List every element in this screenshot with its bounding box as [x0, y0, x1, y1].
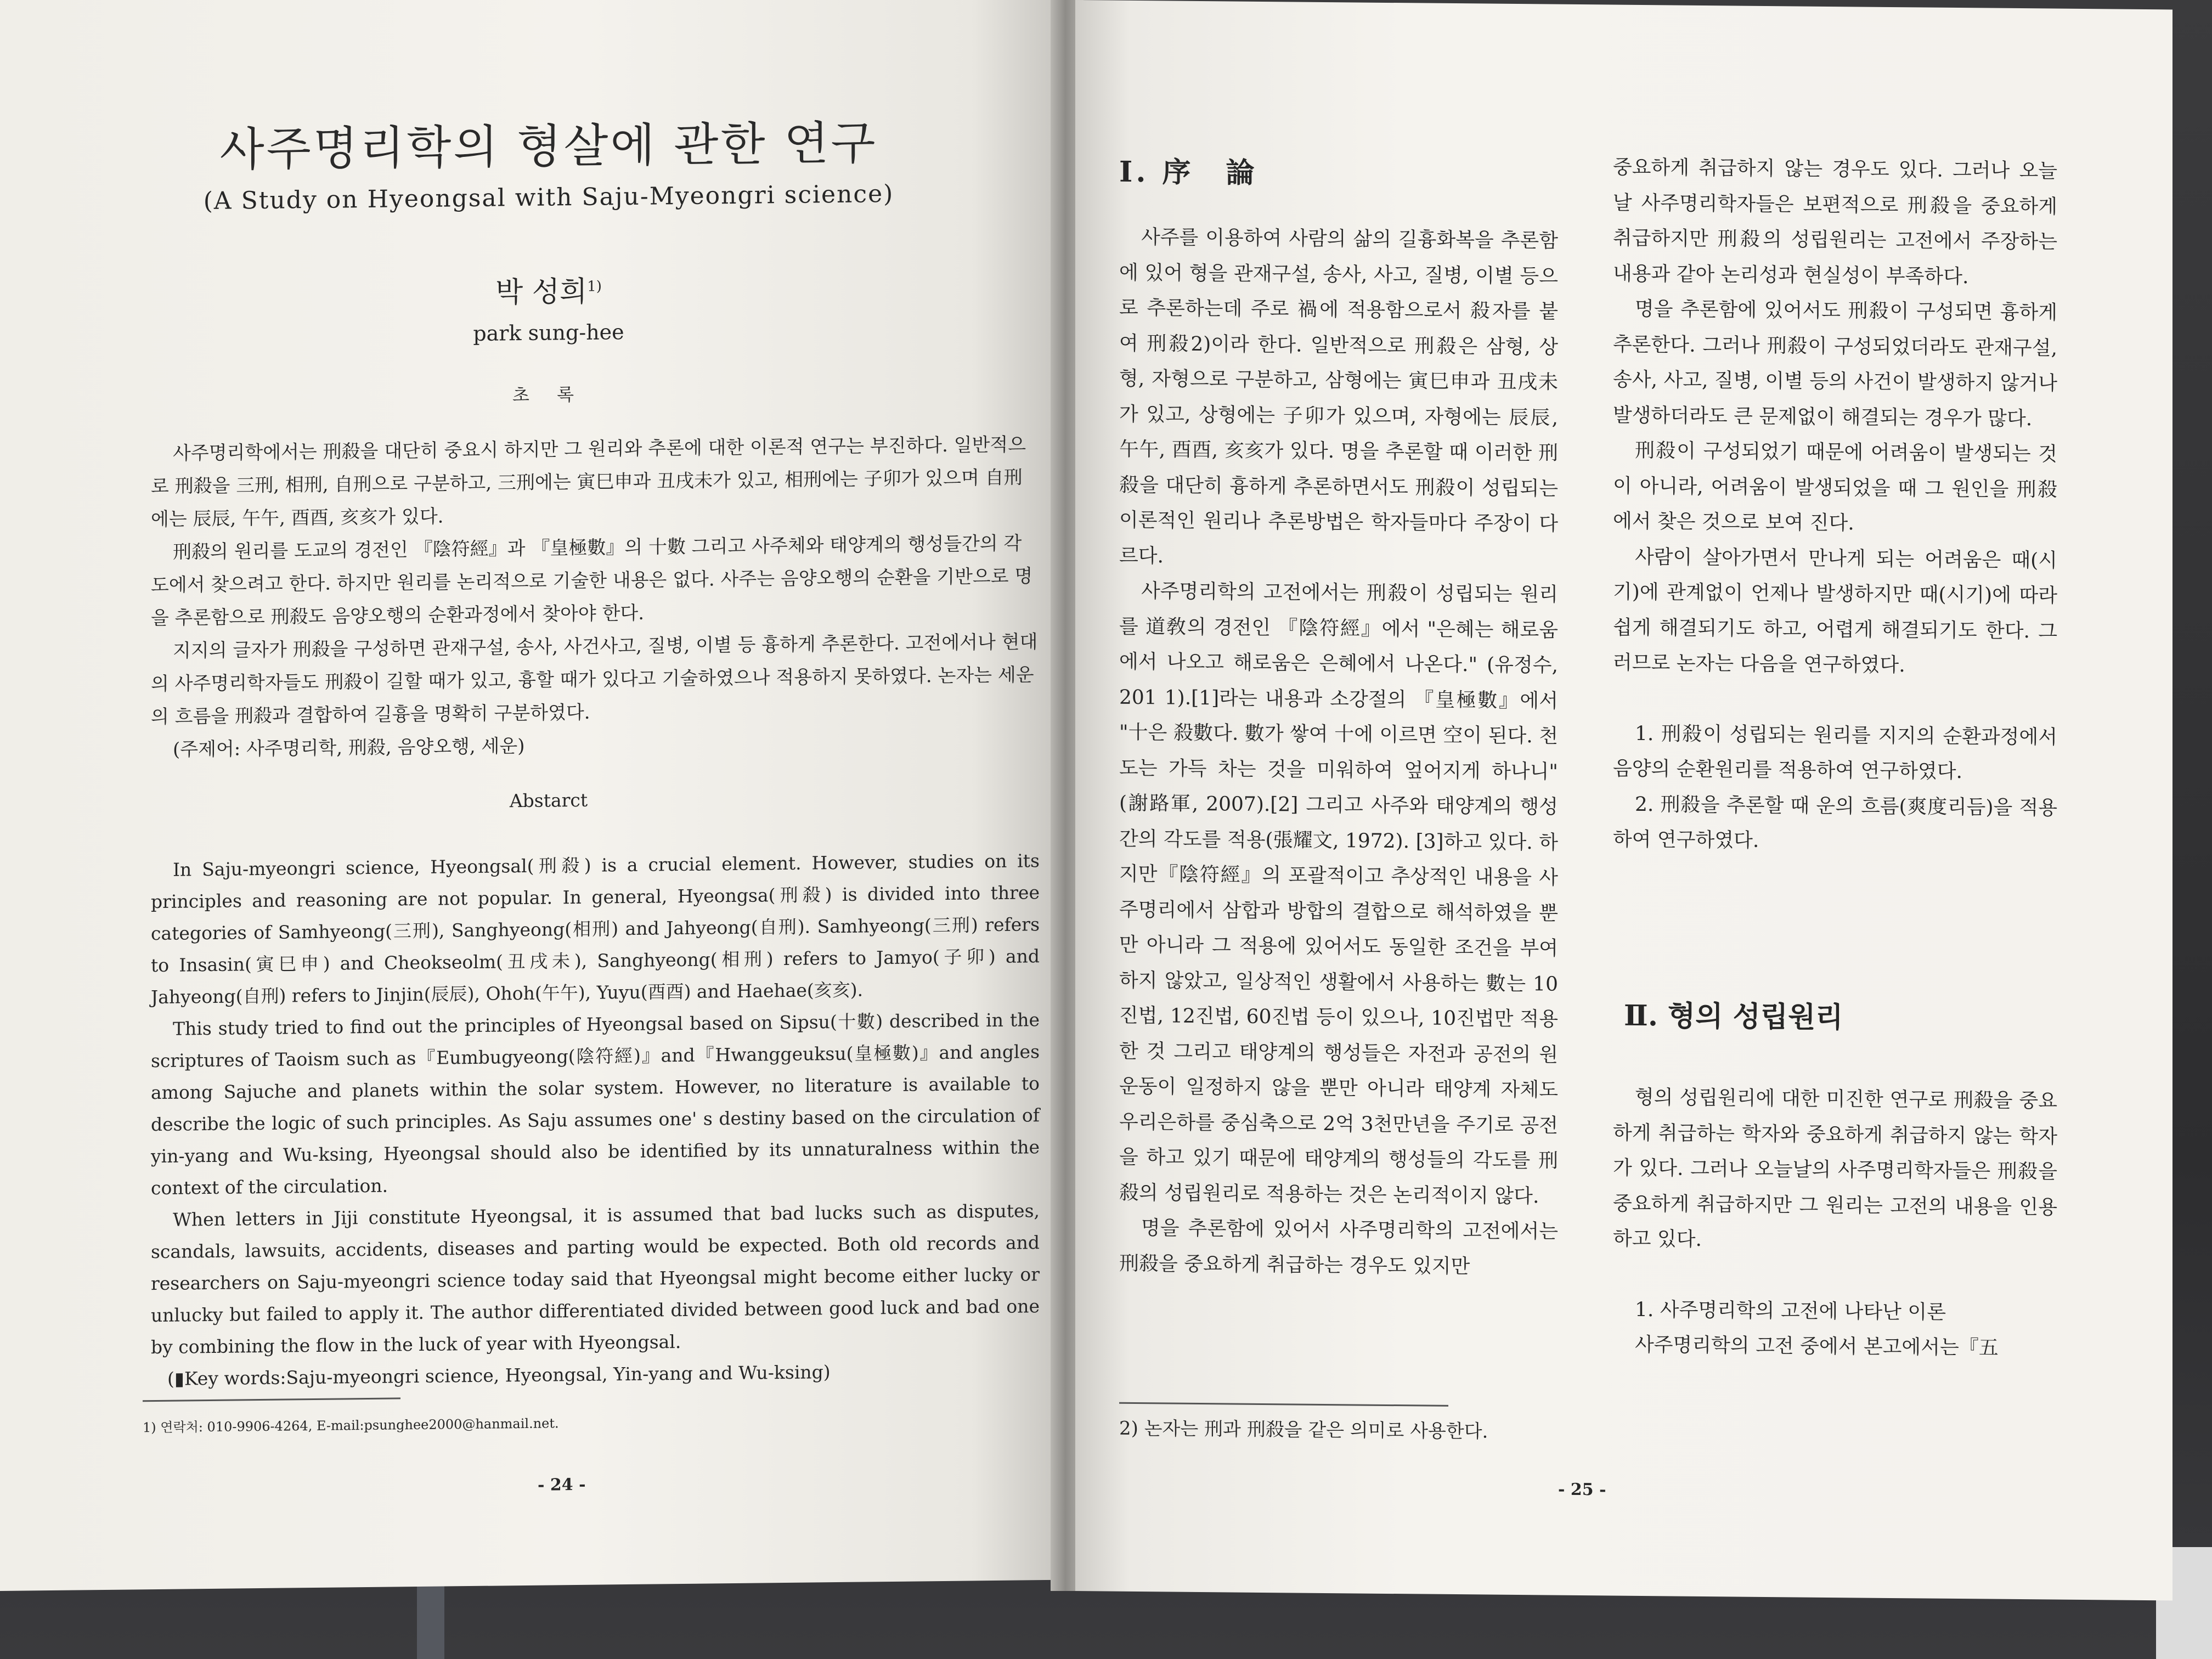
- footnote-rule: [1119, 1402, 1448, 1407]
- body-paragraph: 명을 추론함에 있어서 사주명리학의 고전에서는 刑殺을 중요하게 취급하는 경우도 있지만: [1119, 1217, 1558, 1278]
- right-page-column-2-lower: [1613, 1080, 2057, 1367]
- author-korean-name: 박 성희: [495, 275, 588, 309]
- footnote-rule: [143, 1397, 400, 1402]
- body-paragraph: 刑殺이 구성되었기 때문에 어려움이 발생되는 것이 아니라, 어려움이 발생되었을 때 그 원인을 刑殺에서 찾은 것으로 보여 진다.: [1613, 439, 2057, 535]
- korean-abstract-heading: 초 록: [512, 383, 585, 406]
- body-paragraph: 중요하게 취급하지 않는 경우도 있다. 그러나 오늘날 사주명리학자들은 보편적으로 刑殺을 중요하게 취급하지만 刑殺의 성립원리는 고전에서 주장하는 내용과 같아 논리성과 현실성이 부족하다.: [1613, 156, 2057, 288]
- author-korean: [154, 264, 944, 314]
- body-paragraph: 사주명리학의 고전에서는 刑殺이 성립되는 원리를 道敎의 경전인 『陰符經』에서 "은혜는 해로움에서 나오고 해로움은 은혜에서 나온다." (유정수, 201 1).[1]라는 내용과 소강절의 『皇極數』에서 "十은 殺數다. 數가 쌓여 十에 이르면 空이 된다. 천도는 가득 차는 것을 미워하여 엎어지게 하나니" (謝路軍, 2007).[2] 그리고 사주와 태양계의 행성간의 각도를 적용(張耀文, 1972). [3]하고 있다. 하지만『陰符經』의 포괄적이고 추상적인 내용을 사주명리에서 삼합과 방합의 결합으로 해석하였을 뿐만 아니라 그 적용에 있어서도 동일한 조건을 부여하지 않았고, 일상적인 생활에서 사용하는 數는 10진법, 12진법, 60진법 등이 있으나, 10진법만 적용한 것 그리고 태양계의 행성들은 자전과 공전의 원운동이 일정하지 않을 뿐만 아니라 태양계 자체도 우리은하를 중심축으로 2억 3천만년을 주기로 공전을 하고 있기 때문에 태양계의 행성들의 각도를 刑殺의 성립원리로 적용하는 것은 논리적이지 않다.: [1119, 580, 1558, 1207]
- footnote-definition: 2) 논자는 刑과 刑殺을 같은 의미로 사용한다.: [1119, 1417, 1488, 1443]
- english-abstract-paragraph: This study tried to find out the principles of Hyeongsal based on Sipsu(十數) described in the scriptures of Taoism such as『Eumbugyeong(陰符經)』and『Hwanggeuksu(皇極數)』and angles among Sajuche and planets within the solar system. However, no literature is available to describe the logic of such principles. As Saju assumes one' s destiny based on the circulation of yin-yang and Wu-ksing, Hyeongsal should also be identified by its unnaturalness within the context of the circulation.: [151, 1009, 1040, 1199]
- section-heading-principles: Ⅱ. 형의 성립원리: [1624, 998, 1843, 1035]
- right-page: [1075, 0, 2172, 1600]
- section-heading-introduction: Ⅰ. 序 論: [1119, 155, 1258, 190]
- research-item: 2. 刑殺을 추론할 때 운의 흐름(爽度리듬)을 적용하여 연구하였다.: [1613, 793, 2057, 852]
- subsection-heading: 1. 사주명리학의 고전에 나타난 이론: [1635, 1298, 1946, 1324]
- body-paragraph: 사주명리학의 고전 중에서 본고에서는『五: [1635, 1333, 1999, 1359]
- english-abstract: [151, 845, 1040, 1395]
- page-number-right: - 25 -: [1558, 1480, 1606, 1500]
- right-page-column-2: [1613, 150, 2057, 862]
- author-note-mark: 1): [587, 278, 602, 295]
- korean-abstract-paragraph: 사주명리학에서는 刑殺을 대단히 중요시 하지만 그 원리와 추론에 대한 이론적 연구는 부진하다. 일반적으로 刑殺을 三刑, 相刑, 自刑으로 구분하고, 三刑에는 寅巳申과 丑戌未가 있고, 相刑에는 子卯가 있으며 自刑에는 辰辰, 午午, 酉酉, 亥亥가 있다.: [151, 433, 1026, 531]
- author-english: park sung-hee: [473, 320, 624, 346]
- spacer: [1613, 681, 2057, 720]
- body-paragraph: 사주를 이용하여 사람의 삶의 길흉화복을 추론함에 있어 형을 관재구설, 송사, 사고, 질병, 이별 등으로 추론하는데 주로 禍에 적용함으로서 殺자를 붙여 刑殺2)이라 한다. 일반적으로 刑殺은 삼형, 상형, 자형으로 구분하고, 삼형에는 寅巳申과 丑戌未가 있고, 상형에는 子卯가 있으며, 자형에는 辰辰, 午午, 酉酉, 亥亥가 있다. 명을 추론할 때 이러한 刑殺을 대단히 흉하게 추론하면서도 刑殺이 성립되는 이론적인 원리나 추론방법은 학자들마다 주장이 다르다.: [1119, 226, 1558, 567]
- body-paragraph: 형의 성립원리에 대한 미진한 연구로 刑殺을 중요하게 취급하는 학자와 중요하게 취급하지 않는 학자가 있다. 그러나 오늘날의 사주명리학자들은 刑殺을 중요하게 취급하지만 그 원리는 고전의 내용을 인용하고 있다.: [1613, 1086, 2057, 1251]
- english-abstract-paragraph: In Saju-myeongri science, Hyeongsal(刑殺) is a crucial element. However, studies on its principles and reasoning are not popular. In general, Hyeongsa(刑殺) is divided into three categories of Samhyeong(三刑), Sanghyeong(相刑) and Jahyeong(自刑). Samhyeong(三刑) refers to Insasin(寅巳申) and Cheokseolm(丑戌未), Sanghyeong(相刑) refers to Jamyo(子卯) and Jahyeong(自刑) refers to Jinjin(辰辰), Ohoh(午午), Yuyu(酉酉) and Haehae(亥亥).: [151, 850, 1040, 1008]
- footnote-contact: 1) 연락처: 010-9906-4264, E-mail:psunghee2000@hanmail.net.: [143, 1415, 559, 1436]
- korean-abstract-paragraph: 刑殺의 원리를 도교의 경전인 『陰符經』과 『皇極數』의 十數 그리고 사주체와 태양계의 행성들간의 각도에서 찾으려고 한다. 하지만 원리를 논리적으로 기술한 내용은 없다. 사주는 음양오행의 순환을 기반으로 명을 추론함으로 刑殺도 음양오행의 순환과정에서 찾아야 한다.: [151, 532, 1033, 630]
- page-number-left: - 24 -: [538, 1475, 586, 1495]
- body-paragraph: 사람이 살아가면서 만나게 되는 어려움은 때(시기)에 관계없이 언제나 발생하지만 때(시기)에 따라 쉽게 해결되기도 하고, 어렵게 해결되기도 한다. 그러므로 논자는 다음을 연구하였다.: [1613, 545, 2057, 677]
- korean-abstract: [151, 428, 1040, 766]
- korean-keywords: (주제어: 사주명리학, 刑殺, 음양오행, 세운): [173, 735, 525, 761]
- korean-abstract-paragraph: 지지의 글자가 刑殺을 구성하면 관재구설, 송사, 사건사고, 질병, 이별 등 흉하게 추론한다. 고전에서나 현대의 사주명리학자들도 刑殺이 길할 때가 있고, 흉할 때가 있다고 기술하였으나 적용하지 못하였다. 논자는 세운의 흐름을 刑殺과 결합하여 길흉을 명확히 구분하였다.: [151, 631, 1038, 729]
- research-item: 1. 刑殺이 성립되는 원리를 지지의 순환과정에서 음양의 순환원리를 적용하여 연구하였다.: [1613, 722, 2057, 783]
- paper-title: 사주명리학의 형살에 관한 연구: [219, 116, 878, 177]
- body-paragraph: 명을 추론함에 있어서도 刑殺이 구성되면 흉하게 추론한다. 그러나 刑殺이 구성되었더라도 관재구설, 송사, 사고, 질병, 이별 등의 사건이 발생하지 않거나 발생하더라도 큰 문제없이 해결되는 경우가 많다.: [1613, 297, 2057, 430]
- paper-subtitle: (A Study on Hyeongsal with Saju-Myeongri science): [203, 179, 894, 216]
- english-keywords: (▮Key words:Saju-myeongri science, Hyeongsal, Yin-yang and Wu-ksing): [167, 1361, 831, 1390]
- english-abstract-paragraph: When letters in Jiji constitute Hyeongsal, it is assumed that bad lucks such as disputes, scandals, lawsuits, accidents, diseases and parting would be expected. Both old records and researchers on Saju-myeongri science today said that Hyeongsal might become either lucky or unlucky but failed to apply it. The author differentiated divided between good luck and bad one by combining the flow in the luck of year with Hyeongsal.: [151, 1200, 1040, 1358]
- right-page-column-1: [1119, 220, 1558, 1285]
- english-abstract-heading: Abstarct: [509, 789, 588, 812]
- spacer: [1613, 1257, 2057, 1296]
- left-page: [0, 0, 1056, 1591]
